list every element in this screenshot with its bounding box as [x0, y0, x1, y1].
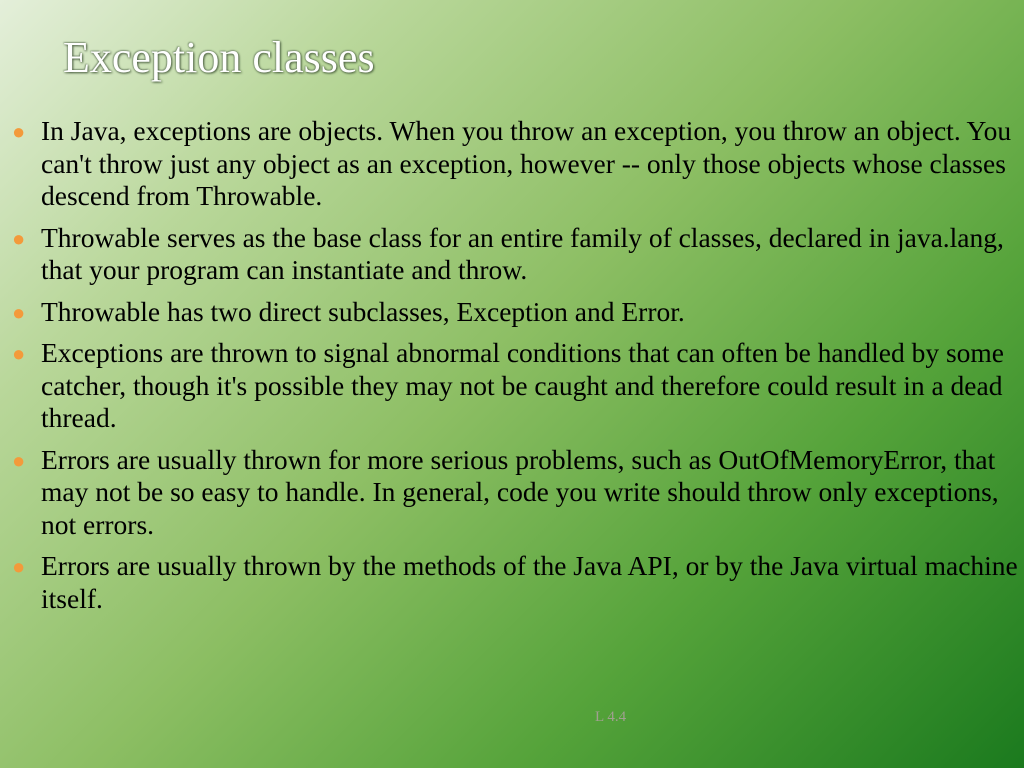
- bullet-text: Throwable has two direct subclasses, Exception and Error.: [41, 295, 685, 327]
- bullet-list: [12, 115, 1018, 624]
- footer-label: L 4.4: [595, 709, 627, 725]
- slide-title: Exception classes: [63, 33, 375, 82]
- bullet-item: [12, 550, 1018, 615]
- bullet-text: In Java, exceptions are objects. When you throw an exception, you throw an object. You can't throw just any object as an exception, however -- only those objects whose classes descend from Throwable.: [41, 115, 1012, 211]
- bullet-item: [12, 444, 1018, 542]
- bullet-text: Throwable serves as the base class for an entire family of classes, declared in java.lang, that your program can instantiate and throw.: [41, 221, 1004, 285]
- bullet-item: [12, 222, 1018, 287]
- bullet-dot-icon: ●: [12, 447, 26, 473]
- bullet-text: Errors are usually thrown for more serious problems, such as OutOfMemoryError, that may not be so easy to handle. In general, code you write should throw only exceptions, not errors.: [41, 443, 999, 540]
- bullet-item: [12, 296, 1018, 329]
- bullet-item: [12, 115, 1018, 213]
- bullet-item: [12, 337, 1018, 435]
- bullet-dot-icon: ●: [12, 554, 26, 579]
- bullet-text: Exceptions are thrown to signal abnormal conditions that can often be handled by some catcher, though it's possible they may not be caught and therefore could result in a dead thread.: [41, 337, 1005, 433]
- bullet-dot-icon: ●: [12, 119, 26, 144]
- bullet-text: Errors are usually thrown by the methods of the Java API, or by the Java virtual machine itself.: [41, 550, 1018, 614]
- bullet-dot-icon: ●: [12, 341, 26, 366]
- bullet-dot-icon: ●: [12, 225, 26, 251]
- bullet-dot-icon: ●: [12, 299, 26, 325]
